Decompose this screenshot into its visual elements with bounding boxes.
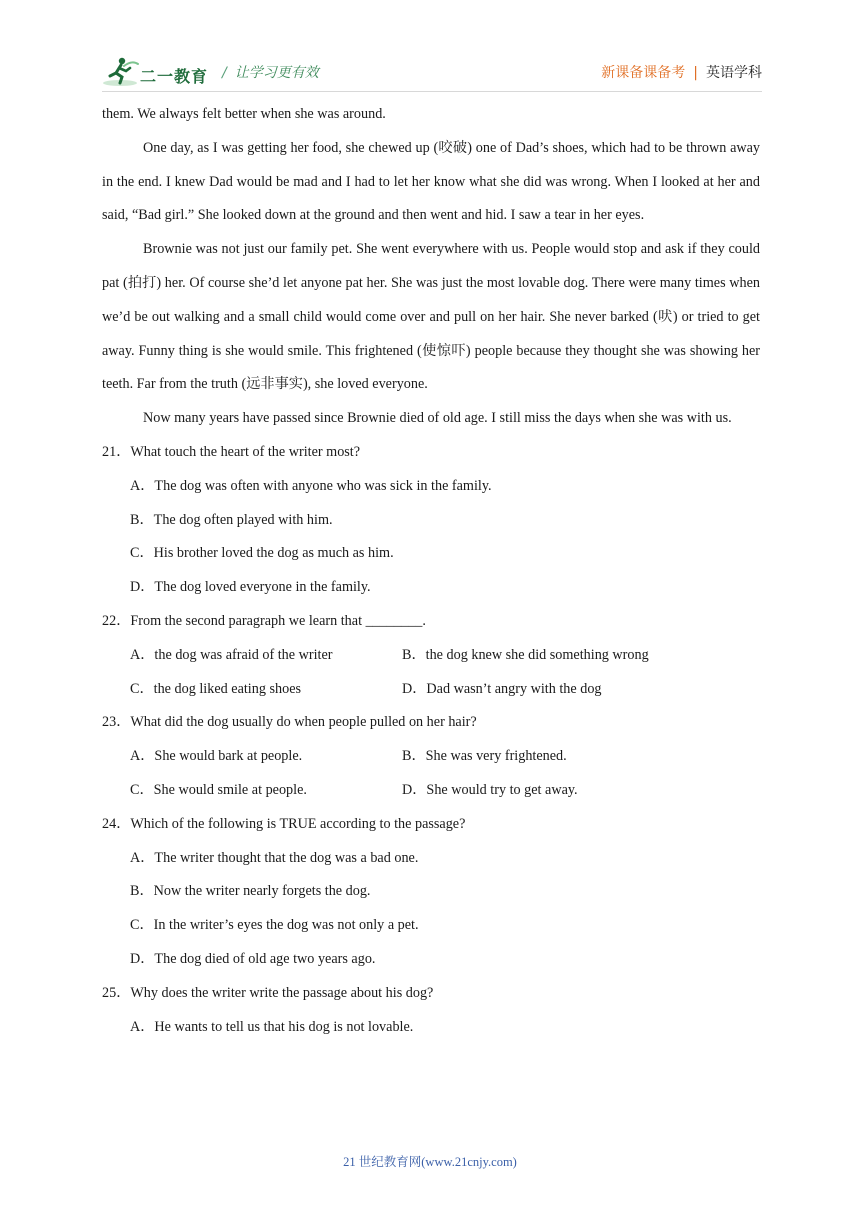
answer-option: A．He wants to tell us that his dog is not lovable.	[130, 1018, 414, 1035]
answer-option: A．The writer thought that the dog was a bad one.	[130, 849, 419, 866]
subject-label: 英语学科	[706, 65, 762, 81]
question-stem: 25．Why does the writer write the passage about his dog?	[102, 984, 434, 1001]
option-row	[102, 639, 760, 673]
passage-paragraph: Brownie was not just our family pet. She went everywhere with us. People would stop and ask if they could pat (拍打) her. Of course she’d let anyone pat her. She was just the most lovable dog. There were many times when we’d be out walking and a small child would come over and pull on her hair. She never barked (吠) or tried to get away. Funny thing is she would smile. This frightened (使惊吓) people because they thought she was showing her teeth. Far from the truth (远非事实), she loved everyone.	[102, 241, 760, 393]
header-right	[601, 62, 762, 82]
option-row	[102, 740, 760, 774]
page-header	[102, 56, 762, 90]
runner-logo-icon	[102, 56, 142, 88]
logo	[102, 56, 212, 88]
question-stem: 23．What did the dog usually do when people pulled on her hair?	[102, 714, 477, 731]
answer-option: D．The dog died of old age two years ago.	[130, 950, 376, 967]
slogan-text: 让学习更有效	[234, 65, 319, 81]
question-stem: 21．What touch the heart of the writer most?	[102, 443, 361, 460]
answer-option: C．the dog liked eating shoes	[130, 680, 302, 697]
answer-option: A．She would bark at people.	[130, 748, 303, 765]
answer-option: A．The dog was often with anyone who was sick in the family.	[130, 477, 492, 494]
header-separator: |	[693, 65, 698, 81]
answer-option: C．In the writer’s eyes the dog was not only a pet.	[130, 917, 419, 934]
answer-option: C．His brother loved the dog as much as him.	[130, 545, 394, 562]
answer-option: B．Now the writer nearly forgets the dog.	[130, 883, 371, 900]
logo-text: 二一教育	[140, 67, 209, 86]
answer-option: B．The dog often played with him.	[130, 511, 333, 528]
slogan: / 让学习更有效	[222, 65, 319, 81]
option-row	[102, 673, 760, 707]
passage-paragraph: Now many years have passed since Brownie died of old age. I still miss the days when she was with us.	[143, 410, 732, 427]
answer-option: C．She would smile at people.	[130, 781, 307, 798]
answer-option: A．the dog was afraid of the writer	[130, 646, 333, 663]
question-stem: 22．From the second paragraph we learn that ________.	[102, 612, 426, 629]
answer-option: D．She would try to get away.	[402, 781, 578, 798]
answer-option: D．The dog loved everyone in the family.	[130, 579, 371, 596]
answer-option: B．She was very frightened.	[402, 748, 567, 765]
answer-option: D．Dad wasn’t angry with the dog	[402, 680, 602, 697]
course-label: 新课备课备考	[601, 65, 686, 81]
passage-paragraph: One day, as I was getting her food, she chewed up (咬破) one of Dad’s shoes, which had to be thrown away in the end. I knew Dad would be mad and I had to let her know what she did was wrong. When I looked at her and said, “Bad girl.” She looked down at the ground and then went and hid. I saw a tear in her eyes.	[102, 139, 760, 224]
question-stem: 24．Which of the following is TRUE according to the passage?	[102, 815, 466, 832]
page-content	[102, 98, 760, 1044]
passage-paragraph: them. We always felt better when she was around.	[102, 106, 386, 122]
option-row	[102, 774, 760, 808]
page-footer: 21 世纪教育网(www.21cnjy.com)	[343, 1155, 517, 1169]
answer-option: B．the dog knew she did something wrong	[402, 646, 649, 663]
header-divider	[102, 91, 762, 92]
